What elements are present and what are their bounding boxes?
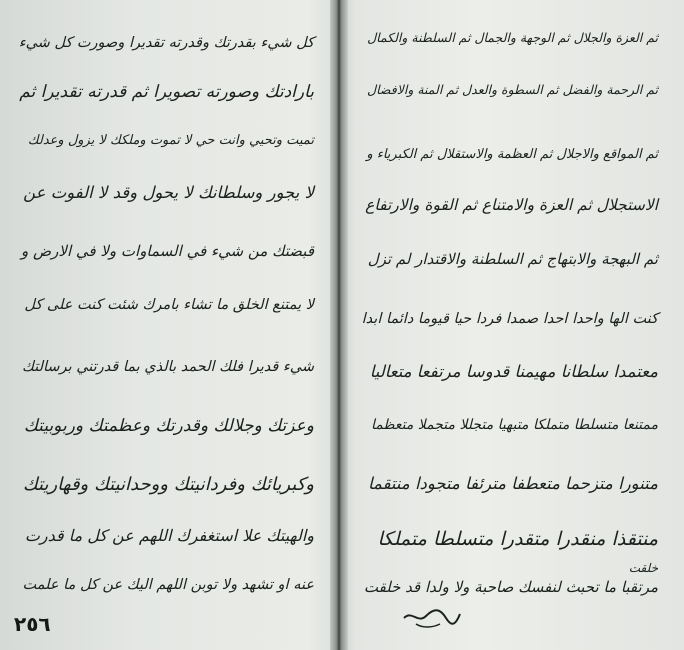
left-line-11: عنه او تشهد ولا توبن اللهم اليك عن كل ما علمت <box>22 577 314 593</box>
left-page <box>0 0 336 650</box>
right-line-1: ثم العزة والجلال ثم الوجهة والجمال ثم السلطنة والكمال <box>367 30 658 45</box>
right-line-3: ثم المواقع والاجلال ثم العظمة والاستقلال ثم الكبرياء و <box>366 147 658 162</box>
right-line-11: مرتقبا ما تحبث لنفسك صاحبة ولا ولدا قد خلقت <box>363 578 658 596</box>
left-line-10: والهيتك علا استغفرك اللهم عن كل ما قدرت <box>24 526 314 545</box>
left-line-5: قبضتك من شيء في السماوات ولا في الارض و <box>21 242 314 260</box>
left-line-2: بارادتك وصورته تصويرا ثم قدرته تقديرا ثم <box>19 82 314 102</box>
right-line-2: ثم الرحمة والفضل ثم السطوة والعدل ثم المنة والافضال <box>367 82 658 97</box>
left-line-7: شيء قديرا فلك الحمد بالذي بما قدرتني برسالتك <box>21 359 314 375</box>
book-gutter <box>330 0 348 650</box>
right-page <box>348 0 684 650</box>
right-line-9: متنورا متزحما متعطفا مترئفا متجودا منتقما <box>368 474 658 493</box>
marginal-note: خلقت <box>628 561 658 575</box>
left-line-8: وعزتك وجلالك وقدرتك وعظمتك وربوبيتك <box>23 416 314 436</box>
left-line-9: وكبريائك وفردانيتك ووحدانيتك وقهاريتك <box>22 474 314 495</box>
left-line-1: كل شيء بقدرتك وقدرته تقديرا وصورت كل شيء <box>18 35 314 51</box>
right-line-7: معتمدا سلطانا مهيمنا قدوسا مرتفعا متعاليا <box>369 362 658 381</box>
right-line-8: ممتنعا متسلطا متملكا متبهيا متجللا متجملا متعظما <box>371 417 658 433</box>
right-line-6: كنت الها واحدا احدا صمدا فردا حيا قيوما دائما ابدا <box>361 311 658 327</box>
right-line-10: منتقذا منقدرا متقدرا متسلطا متملكا <box>377 528 658 550</box>
right-line-5: ثم البهجة والابتهاج ثم السلطنة والاقتدار لم تزل <box>367 250 658 268</box>
left-line-4: لا يجور وسلطانك لا يحول وقد لا الفوت عن <box>23 183 314 202</box>
left-line-6: لا يمتنع الخلق ما تشاء بامرك شئت كنت على كل <box>24 297 314 313</box>
signature-flourish-icon <box>402 602 462 630</box>
left-line-3: تميت وتحيي وانت حي لا تموت وملكك لا يزول وعدلك <box>27 133 314 148</box>
page-number: ٢٥٦ <box>14 612 51 636</box>
right-line-4: الاستجلال ثم العزة والامتناع ثم القوة والارتفاع <box>365 196 658 214</box>
